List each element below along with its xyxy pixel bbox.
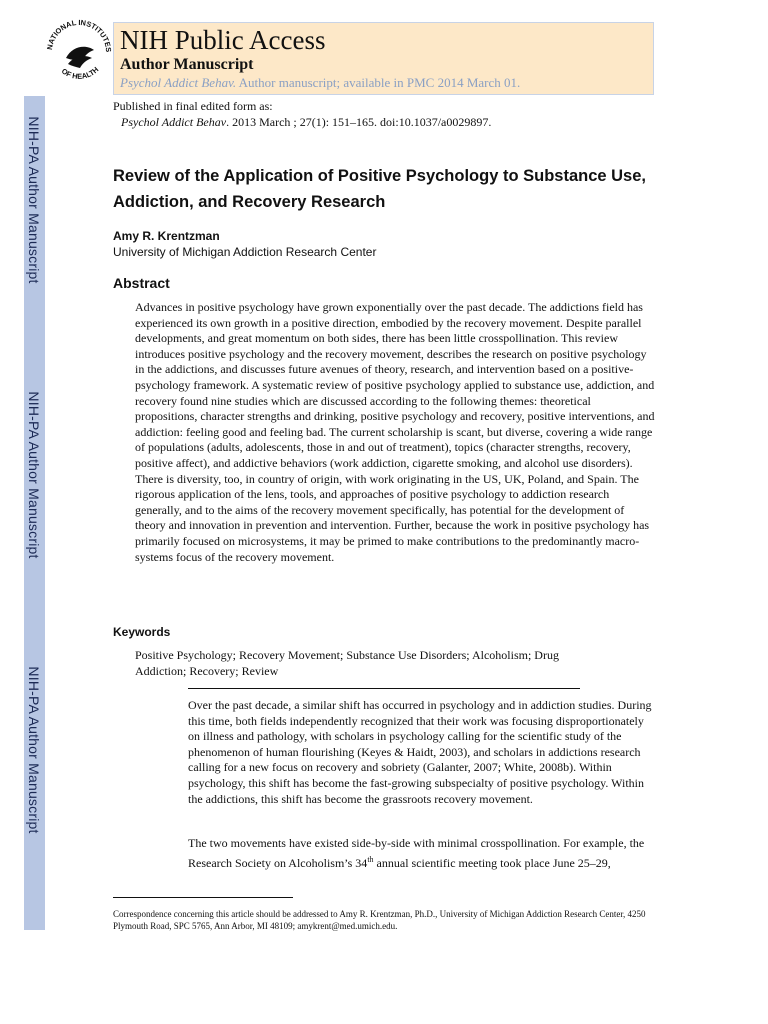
nih-public-access-banner: [113, 22, 654, 95]
para2-end: annual scientific meeting took place June 25–29,: [373, 855, 611, 870]
logo-bottom-text: OF HEALTH: [59, 64, 101, 81]
para2-superscript: th: [367, 854, 374, 864]
hhs-eagle-emblem: [66, 47, 94, 68]
body-paragraph-1: Over the past decade, a similar shift has occurred in psychology and in addiction studies. During this time, both fields independently recognized that their work was focusing disproportionately on illness and pathology, with scholars in psychology calling for the scientific study of the phenomenon of human flourishing (Keyes & Haidt, 2003), and scholars in addictions research calling for a new focus on recovery and sobriety (Galanter, 2007; White, 2008b). Within psychology, this shift has become the fast-growing subspecialty of positive psychology. Within the addictions, this shift has become the grassroots recovery movement.: [188, 698, 652, 806]
keywords-heading: Keywords: [113, 625, 171, 639]
published-journal: Psychol Addict Behav: [121, 115, 227, 129]
published-details: . 2013 March ; 27(1): 151–165. doi:10.1037/a0029897.: [226, 115, 492, 129]
nih-seal-logo: [44, 10, 114, 100]
para2-start: The two movements have existed side-by-side with minimal crosspollination. For example, the Research Society on Alcoholism’s 34: [188, 836, 645, 870]
banner-citation: [120, 75, 520, 91]
banner-availability: Author manuscript; available in PMC 2014 March 01.: [236, 75, 521, 90]
side-label-text: NIH-PA Author Manuscript: [26, 116, 42, 284]
article-title: Review of the Application of Positive Psychology to Substance Use, Addiction, and Recovery Research: [113, 167, 646, 211]
side-label-text: NIH-PA Author Manuscript: [26, 666, 42, 834]
published-info: [113, 98, 491, 130]
published-citation: [113, 114, 491, 130]
published-label: Published in final edited form as:: [113, 99, 273, 113]
keywords-text: Positive Psychology; Recovery Movement; Substance Use Disorders; Alcoholism; Drug Addiction; Recovery; Review: [135, 648, 559, 678]
abstract-heading: Abstract: [113, 275, 170, 291]
footnote-divider: [113, 897, 293, 898]
banner-journal: Psychol Addict Behav.: [120, 75, 237, 90]
body-paragraph-2: [188, 836, 663, 871]
author-affiliation: University of Michigan Addiction Research Center: [113, 245, 377, 259]
side-label-text: NIH-PA Author Manuscript: [26, 391, 42, 559]
section-divider: [188, 688, 580, 689]
abstract-text: Advances in positive psychology have grown exponentially over the past decade. The addictions field has experienced its own growth in a positive direction, embodied by the recovery movement. Despite parallel developments, and great momentum on both sides, there has been little crosspollination. This review introduces positive psychology and the recovery movement, describes the research on positive psychology in the addictions, and discusses future avenues of theory, research, and intervention based on a positive-psychology framework. A systematic review of positive psychology applied to substance use, addiction, and recovery found nine studies which are discussed according to the following themes: theoretical propositions, character strengths and drinking, positive psychology and recovery, positive interventions, and addiction: feeling good and feeling bad. The current scholarship is scant, but diverse, covering a wide range of populations (adults, adolescents, those in and out of treatment), topics (character strengths, recovery, positive affect), and addictive behaviors (work addiction, cigarette smoking, and alcohol use disorders). There is diversity, too, in country of origin, with work originating in the US, UK, Poland, and Spain. The rigorous application of the lens, tools, and approaches of positive psychology to addiction research generally, and to the aims of the recovery movement specifically, has potential for the development of theory and innovation in prevention and intervention. Further, because the work in positive psychology has primarily focused on microsystems, it may be primed to make contributions to the predominantly macro-systems focus of the recovery movement.: [135, 300, 655, 564]
correspondence-footnote: Correspondence concerning this article should be addressed to Amy R. Krentzman, Ph.D., University of Michigan Addiction Research Center, 4250 Plymouth Road, SPC 5765, Ann Arbor, MI 48109; amykrent@med.umich.edu.: [113, 909, 646, 931]
logo-top-text: NATIONAL INSTITUTES: [45, 17, 114, 53]
banner-title: NIH Public Access: [120, 25, 326, 55]
author-name: Amy R. Krentzman: [113, 229, 220, 243]
banner-subtitle: Author Manuscript: [120, 56, 254, 73]
